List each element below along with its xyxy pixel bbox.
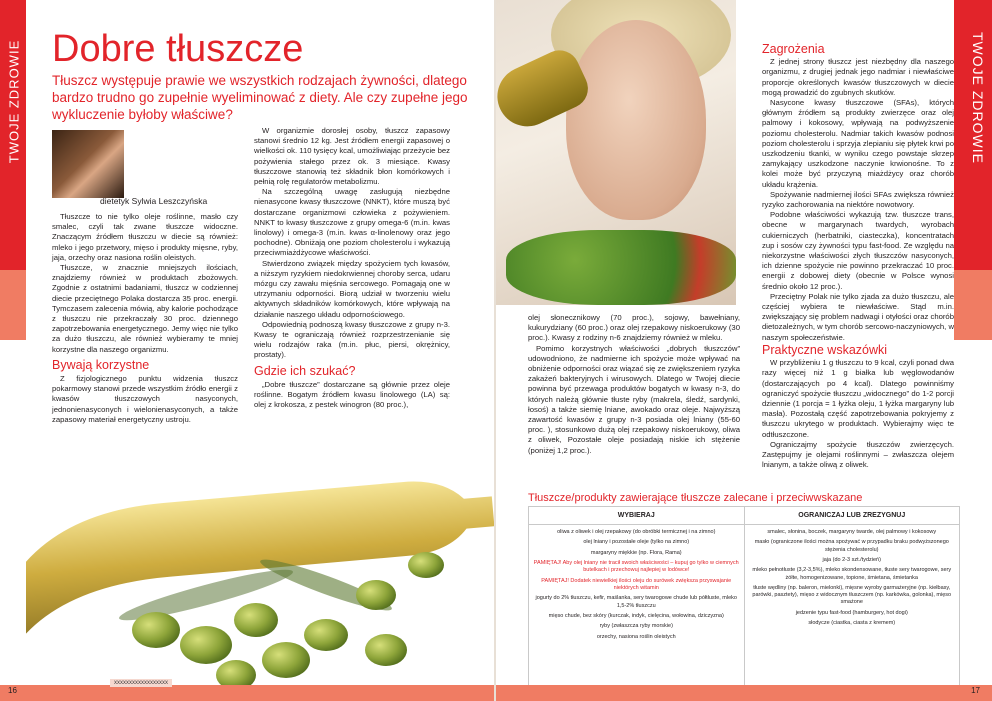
footer-bar-right bbox=[496, 685, 992, 701]
table-row: PAMIĘTAJ! Aby olej lniany nie tracił swoich właściwości – kupuj go tylko w ciemnych butelkach i przechowuj najlepiej w lodówce! bbox=[533, 560, 739, 574]
table-row: ryby (zwłaszcza ryby morskie) bbox=[599, 623, 673, 630]
olives-photo bbox=[26, 455, 494, 701]
article-title: Dobre tłuszcze bbox=[52, 28, 304, 70]
article-lead: Tłuszcz występuje prawie we wszystkich rodzajach żywności, dlatego bardzo trudno go zupełnie wyeliminować z diety. Ale czy zupełne jego wykluczenie byłoby właściwe? bbox=[52, 73, 468, 122]
heading-praktyczne-wskazowki: Praktyczne wskazówki bbox=[762, 342, 888, 357]
table-row: jedzenie typu fast-food (hamburgery, hot dogi) bbox=[795, 609, 908, 616]
footer-tag: xxxxxxxxxxxxxxxxxx bbox=[110, 679, 172, 687]
table-row: słodycze (ciastka, ciasta z kremem) bbox=[808, 620, 896, 627]
table-row: jogurty do 2% tłuszczu, kefir, maślanka, sery twarogowe chude lub półtłuste, mleko 1,5-2% tłuszczu bbox=[535, 595, 737, 609]
section-label-right: TWOJE ZDROWIE bbox=[970, 32, 986, 164]
footer-bar-left bbox=[0, 685, 496, 701]
table-column-limit bbox=[745, 525, 960, 687]
section-tab-left bbox=[0, 0, 26, 701]
table-row: margaryny miękkie (np. Flora, Rama) bbox=[590, 549, 682, 556]
table-title: Tłuszcze/produkty zawierające tłuszcze zalecane i przeciwwskazane bbox=[528, 492, 863, 504]
table-row: PAMIĘTAJ! Dodatek niewielkiej ilości oleju do surówek zwiększa przyswajanie niektórych witamin bbox=[541, 577, 732, 591]
column-1: Tłuszcze to nie tylko oleje roślinne, masło czy smalec, czyli tak zwane tłuszcze widoczne. Znaczącym źródłem tłuszczu w diecie są również: mleko i jego przetwory, mięso i produkty mięsne, ryby, jaja, orzechy oraz nasiona roślin oleistych. Tłuszcze, w znacznie mniejszych ilościach, znajdziemy również w produktach zbożowych. Zgodnie z ostatnimi badaniami, tłuszcz w codziennej diecie przeciętnego Polaka dostarcza 35 proc. energii. Tymczasem zalecenia mówią, aby kalorie pochodzące z tłuszczu nie przekraczały 30 proc. dziennego zapotrzebowania energetycznego. Jemy więc nie tylko za dużo tłuszczu, ale również wybieramy te mniej korzystne dla naszego organizmu. Bywają korzystne Z fizjologicznego punktu widzenia tłuszcz pokarmowy stanowi przede wszystkim źródło energii z kwasów tłuszczowych nasyconych, jednonienasyconych i wielonienasyconych, a także zapasowy materiał energetyczny ustroju. bbox=[52, 212, 238, 424]
column-3: olej słonecznikowy (70 proc.), sojowy, bawełniany, kukurydziany (60 proc.) oraz olej rzepakowy niskoerukowy (30 proc.). Kwasy z rodziny n-6 znajdziemy również w mleku. Pomimo korzystnych właściwości „dobrych tłuszczów” udowodniono, że nadmierne ich spożycie może wpływać na obniżenie odporności oraz wiązać się ze zwiększeniem ryzyka zakażeń bakteryjnych i wirusowych. Dlatego w Twojej diecie powinna być przewaga produktów bogatych w kwasy n-3, do których należą głównie tłuste ryby (makrela, śledź, sardynki, łosoś) a także siemię lniane, awokado oraz oleje. Najwyższą zawartość kwasów z grupy n-3 posiada olej lniany (55-60 proc. ), stosunkowo dużą olej rzepakowy niskoerukowy, oliwa z oliwek, Pozostałe oleje posiadają niskie ich stężenie (poniżej 1,2 proc.). bbox=[528, 313, 740, 455]
heading-gdzie-ich-szukac: Gdzie ich szukać? bbox=[254, 363, 356, 378]
column-4: Zagrożenia Z jednej strony tłuszcz jest niezbędny dla naszego organizmu, z drugiej jednak jego nadmiar i niewłaściwe proporcje określonych kwasów tłuszczowych w diecie mogą prowadzić do zgubnych skutków. Nasycone kwasy tłuszczowe (SFAs), których głównym źródłem są produkty zwierzęce oraz olej palmowy i kokosowy, wpływają na podwyższenie poziomu cholesterolu. Nadmiar takich kwasów podnosi poziom cholesterolu i sprzyja zlepianiu się płytek krwi po uszkodzeniu tkanki, w wyniku czego powstaje skrzep zamykający uszkodzone naczynie krwionośne. To z kolei może być przyczyną miażdżycy oraz chorób układu krążenia. Spożywanie nadmiernej ilości SFAs zwiększa również ryzyko zachorowania na niektóre nowotwory. Podobne właściwości wykazują tzw. tłuszcze trans, obecne w margarynach twardych, wyrobach cukierniczych (herbatniki, ciasteczka), koncentratach zup i sosów czy żywności typu fast-food. Ze względu na niekorzystne właściwości złych tłuszczów nasyconych, ich dzienne spożycie nie powinno przekraczać 10 proc. energii z dobowej diety (obecnie w Polsce wynosi średnio około 12 proc.). Przeciętny Polak nie tylko zjada za dużo tłuszczu, ale częściej wybiera te niewłaściwe. Stąd m.in. zwiększający się problem nadwagi i otyłości oraz chorób dietozależnych, w tym chorób sercowo-naczyniowych, w naszym społeczeństwie. Praktyczne wskazówki W przybliżeniu 1 g tłuszczu to 9 kcal, czyli ponad dwa razy więcej niż 1 g białka lub węglowodanów (dostarczających po 4 kcal). Dlatego powinniśmy ograniczyć spożycie tłuszczu „widocznego” do 1-2 porcji dziennie (1 porcja = 1 łyżka oleju, 1 łyżka margaryny lub masła). Pozostałą część zapotrzebowania pokryjemy z tłuszczu ukrytego w produktach. Wybierajmy więc te odtłuszczone. Ograniczajmy spożycie tłuszczów zwierzęcych. Zastępujmy je olejami roślinnymi – zwłaszcza olejem lnianym, a także oliwą z oliwek. bbox=[762, 42, 954, 470]
author-caption: dietetyk Sylwia Leszczyńska bbox=[100, 196, 208, 206]
heading-bywaja-korzystne: Bywają korzystne bbox=[52, 357, 150, 372]
fats-table bbox=[528, 506, 960, 688]
table-head-choose: WYBIERAJ bbox=[529, 507, 745, 524]
table-row: smalec, słonina, boczek, margaryny twarde, olej palmowy i kokosowy bbox=[767, 529, 937, 535]
table-row: oliwa z oliwek i olej rzepakowy (do obróbki termicznej i na zimno) bbox=[557, 529, 716, 535]
column-2: W organizmie dorosłej osoby, tłuszcz zapasowy stanowi średnio 12 kg. Jest źródłem energii zapasowej o wielkości ok. 110 tysięcy kcal, umożliwiając przeżycie bez pożywienia stałego przez ok. 3 miesiące. Kwasy tłuszczowe stanowią też składnik błon komórkowych i pełnią rolę regulatorów metabolizmu. Na szczególną uwagę zasługują niezbędne nienasycone kwasy tłuszczowe (NNKT), które muszą być dostarczane organizmowi człowieka z pożywieniem. NNKT to kwasy tłuszczowe z grupy omega-6 (m.in. kwas linolowy) i omega-3 (m.in. kwas α-linolenowy oraz jego pochodne). Obniżają one poziom cholesterolu i wykazują przeciwmiażdżycowe właściwości. Stwierdzono związek między spożyciem tych kwasów, a niższym ryzykiem niedokrwiennej choroby serca, udaru mózgu czy zawału mięśnia sercowego. Pomagają one w utrzymaniu odporności. Biorą udział w tworzeniu wielu aktywnych składników komórkowych, które wpływają na działanie naszego układu odpornościowego. Odpowiednią podnoszą kwasy tłuszczowe z grupy n-3. Kwasy te ograniczają również rozprzestrzenianie się wielu rodzajów raka (m.in. płuc, piersi, okrężnicy, prostaty). Gdzie ich szukać? „Dobre tłuszcze” dostarczane są głównie przez oleje roślinne. Bogatym źródłem kwasu linolowego (LA) są: olej z krokosza, z pestek winogron (80 proc.), bbox=[254, 126, 450, 410]
table-row: orzechy, nasiona roślin oleistych bbox=[596, 633, 676, 640]
author-photo bbox=[52, 130, 124, 198]
section-label-left: TWOJE ZDROWIE bbox=[6, 39, 22, 164]
heading-zagrozenia: Zagrożenia bbox=[762, 42, 825, 56]
table-row: mleko pełnotłuste (3,2-3,5%), mleko skondensowane, tłuste sery twarogowe, sery żółte, homogenizowane, topione, śmietana, śmietanka bbox=[752, 567, 952, 581]
table-row: masło (ograniczone ilości można spożywać w przypadku braku podwyższonego stężenia cholesterolu) bbox=[754, 539, 949, 553]
table-row: olej lniany i pozostałe oleje (tylko na zimno) bbox=[583, 539, 690, 546]
page-number-left: 16 bbox=[8, 686, 17, 695]
table-row: jaja (do 2-3 szt./tydzień) bbox=[822, 556, 881, 563]
page-number-right: 17 bbox=[971, 686, 980, 695]
right-page bbox=[496, 0, 992, 701]
table-header bbox=[529, 507, 959, 525]
table-column-choose bbox=[529, 525, 745, 687]
table-row: mięso chude, bez skóry (kurczak, indyk, cielęcina, wołowina, dziczyzna) bbox=[548, 612, 724, 619]
woman-photo bbox=[496, 0, 736, 305]
table-row: tłuste wędliny (np. baleron, mielonki), mięsne wyroby garmażeryjne (np. kiełbasy, parówki, pasztety), mięso z widocznym tłuszczem (np. karkówka, golonka), mięso smażone bbox=[752, 584, 952, 606]
table-head-limit: OGRANICZAJ LUB ZREZYGNUJ bbox=[798, 512, 906, 519]
